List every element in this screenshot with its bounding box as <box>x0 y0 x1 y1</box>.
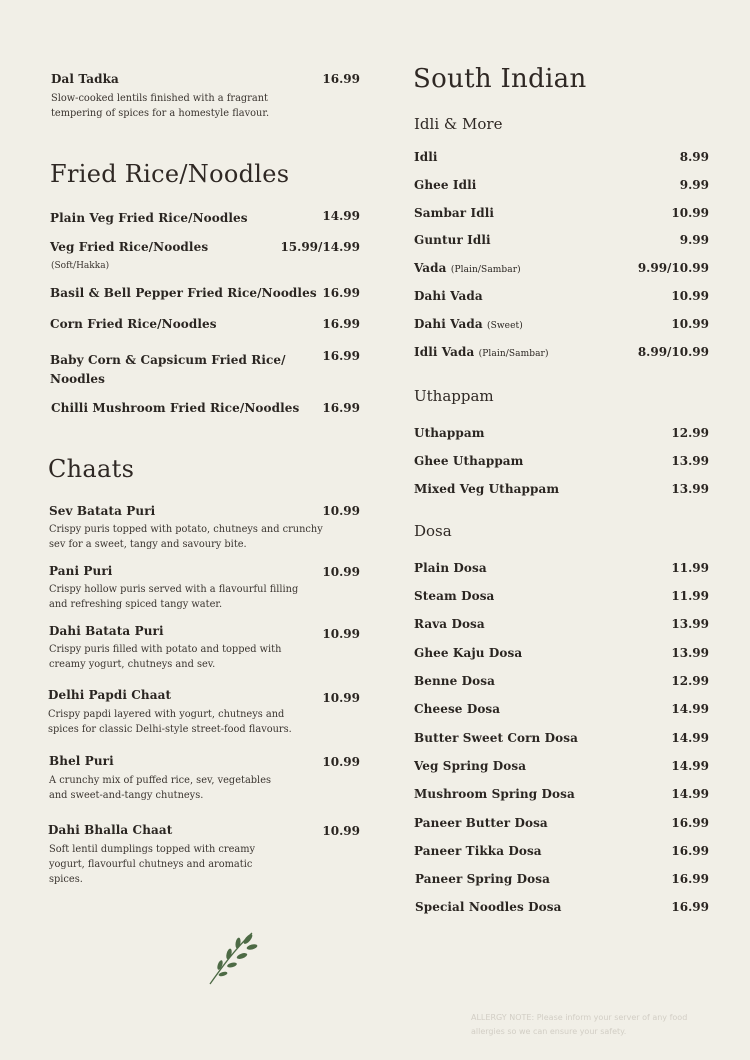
item-price: 16.99 <box>322 317 360 331</box>
item-desc: Soft lentil dumplings topped with creamy yogurt, flavourful chutneys and aromatic spices. <box>49 844 256 885</box>
item-desc-dal-tadka: Slow-cooked lentils finished with a fragrant tempering of spices for a homestyle flavour. <box>51 93 270 119</box>
item-price: 12.99 <box>671 674 709 688</box>
herb-sprig-icon <box>208 930 258 986</box>
item-name: Cheese Dosa <box>414 702 501 716</box>
item-name: Idli Vada (Plain/Sambar) <box>414 345 549 359</box>
item-name: Butter Sweet Corn Dosa <box>414 731 578 745</box>
item-price: 16.99 <box>671 872 709 886</box>
item-name: Plain Dosa <box>414 561 487 575</box>
item-name: Dahi Bhalla Chaat <box>48 823 173 837</box>
item-name: Ghee Kaju Dosa <box>414 646 523 660</box>
item-price: 10.99 <box>322 504 360 518</box>
item-name: Sambar Idli <box>414 206 495 220</box>
item-price: 14.99 <box>671 702 709 716</box>
item-name: Veg Spring Dosa <box>414 759 527 773</box>
item-name: Paneer Butter Dosa <box>414 816 548 830</box>
item-name: Paneer Spring Dosa <box>415 872 550 886</box>
item-name: Steam Dosa <box>414 589 495 603</box>
item-desc: Crispy hollow puris served with a flavourful filling and refreshing spiced tangy water. <box>49 584 299 610</box>
item-name: Guntur Idli <box>414 233 491 247</box>
item-price-dal-tadka: 16.99 <box>322 72 360 86</box>
section-title-fried-rice: Fried Rice/Noodles <box>50 160 290 188</box>
item-name: Basil & Bell Pepper Fried Rice/Noodles <box>50 286 317 300</box>
item-name-dal-tadka: Dal Tadka <box>51 72 119 86</box>
item-name: Vada (Plain/Sambar) <box>414 261 521 275</box>
item-name: Uthappam <box>414 426 485 440</box>
item-price: 15.99/14.99 <box>280 240 360 254</box>
item-name: Ghee Uthappam <box>414 454 524 468</box>
subsection-title-dosa: Dosa <box>414 522 452 540</box>
item-price: 10.99 <box>322 691 360 705</box>
section-title-south-indian: South Indian <box>413 64 587 94</box>
item-name: Baby Corn & Capsicum Fried Rice/ Noodles <box>50 353 286 386</box>
item-price: 9.99 <box>679 178 709 192</box>
item-price: 16.99 <box>322 286 360 300</box>
item-price: 11.99 <box>671 589 709 603</box>
item-name: Veg Fried Rice/Noodles <box>50 240 209 254</box>
item-price: 9.99/10.99 <box>637 261 709 275</box>
subsection-title-idli: Idli & More <box>414 115 503 133</box>
item-name: Delhi Papdi Chaat <box>48 688 172 702</box>
item-price: 10.99 <box>671 289 709 303</box>
item-price: 12.99 <box>671 426 709 440</box>
item-name: Rava Dosa <box>414 617 485 631</box>
item-name: Bhel Puri <box>49 754 114 768</box>
item-price: 13.99 <box>671 482 709 496</box>
item-price: 10.99 <box>322 824 360 838</box>
item-name: Pani Puri <box>49 564 113 578</box>
item-name: Dahi Vada (Sweet) <box>414 317 523 331</box>
item-price: 8.99 <box>679 150 709 164</box>
item-price: 14.99 <box>671 787 709 801</box>
allergy-note: ALLERGY NOTE: Please inform your server of any food allergies so we can ensure your safety. <box>471 1013 688 1036</box>
item-name: Special Noodles Dosa <box>415 900 562 914</box>
subsection-title-uthappam: Uthappam <box>414 387 494 405</box>
item-desc: Crispy puris topped with potato, chutneys and crunchy sev for a sweet, tangy and savoury bite. <box>49 524 323 550</box>
item-name: Plain Veg Fried Rice/Noodles <box>50 211 248 225</box>
item-note: (Soft/Hakka) <box>51 261 110 271</box>
item-name: Dahi Batata Puri <box>49 624 164 638</box>
item-price: 8.99/10.99 <box>637 345 709 359</box>
section-title-chaats: Chaats <box>48 455 135 483</box>
item-price: 10.99 <box>322 627 360 641</box>
item-name: Paneer Tikka Dosa <box>414 844 542 858</box>
item-price: 13.99 <box>671 646 709 660</box>
item-price: 10.99 <box>322 565 360 579</box>
item-price: 16.99 <box>322 349 360 363</box>
item-desc: Crispy papdi layered with yogurt, chutneys and spices for classic Delhi-style street-food flavours. <box>48 709 292 735</box>
item-price: 14.99 <box>322 209 360 223</box>
item-price: 11.99 <box>671 561 709 575</box>
item-price: 13.99 <box>671 617 709 631</box>
item-name: Benne Dosa <box>414 674 495 688</box>
item-name: Chilli Mushroom Fried Rice/Noodles <box>51 401 300 415</box>
item-name: Idli <box>414 150 438 164</box>
item-name: Mixed Veg Uthappam <box>414 482 560 496</box>
item-desc: A crunchy mix of puffed rice, sev, vegetables and sweet-and-tangy chutneys. <box>49 775 272 801</box>
item-price: 16.99 <box>671 900 709 914</box>
item-price: 16.99 <box>671 816 709 830</box>
item-price: 10.99 <box>322 755 360 769</box>
item-price: 13.99 <box>671 454 709 468</box>
item-name: Sev Batata Puri <box>49 504 156 518</box>
item-name: Mushroom Spring Dosa <box>414 787 575 801</box>
item-price: 16.99 <box>322 401 360 415</box>
item-price: 10.99 <box>671 206 709 220</box>
item-price: 10.99 <box>671 317 709 331</box>
item-price: 14.99 <box>671 731 709 745</box>
item-desc: Crispy puris filled with potato and topped with creamy yogurt, chutneys and sev. <box>49 644 282 670</box>
item-name: Corn Fried Rice/Noodles <box>50 317 217 331</box>
item-price: 9.99 <box>679 233 709 247</box>
item-price: 14.99 <box>671 759 709 773</box>
item-name: Ghee Idli <box>414 178 477 192</box>
item-name: Dahi Vada <box>414 289 483 303</box>
item-price: 16.99 <box>671 844 709 858</box>
